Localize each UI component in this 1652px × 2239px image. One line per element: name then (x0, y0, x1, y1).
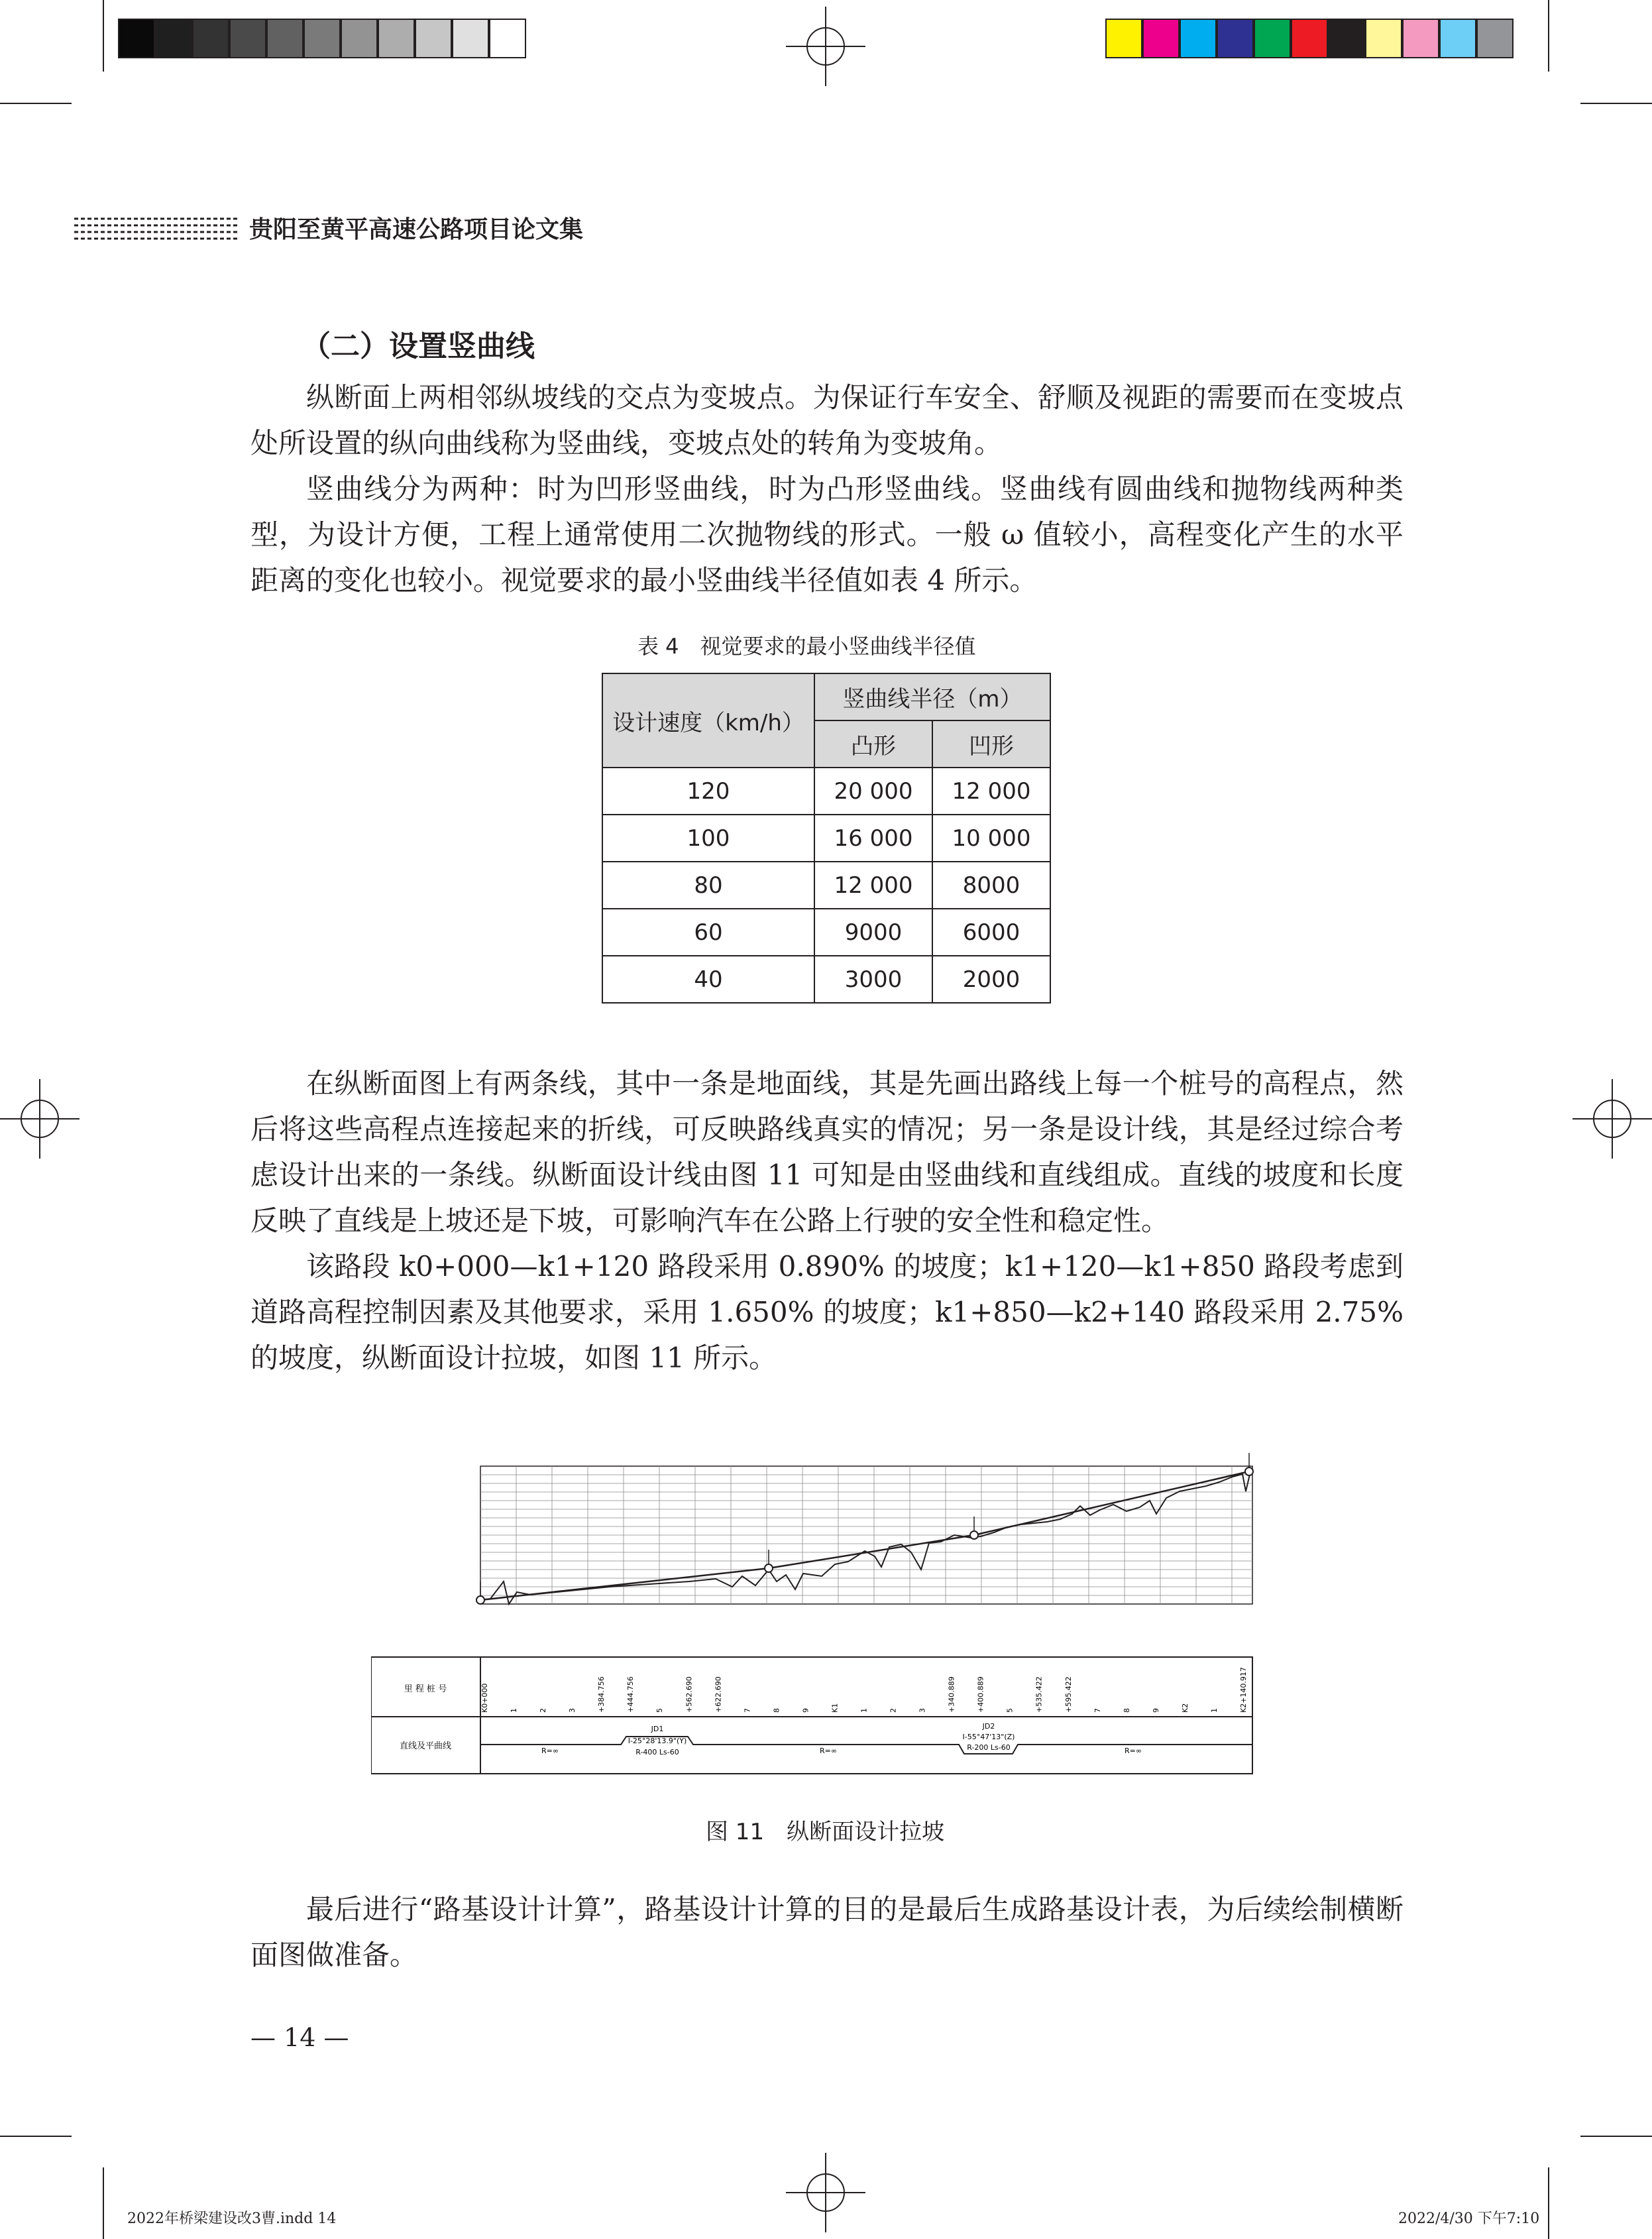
design-line (480, 1471, 1249, 1600)
table-row (602, 815, 1050, 862)
grade-point-markers (476, 1453, 1253, 1604)
table-cell-convex: 20 000 (814, 768, 932, 815)
registration-mark-icon (786, 2153, 865, 2232)
gray-swatch (415, 19, 452, 58)
crop-mark (0, 2136, 72, 2137)
table-cell-concave: 6000 (932, 909, 1050, 956)
station-label: 5 (1005, 1708, 1015, 1713)
station-label: 5 (655, 1708, 665, 1713)
station-label: 3 (918, 1708, 927, 1713)
station-label: 9 (1151, 1708, 1160, 1713)
color-swatch (1439, 19, 1476, 58)
gray-swatch (303, 19, 341, 58)
station-label: K1 (830, 1703, 840, 1713)
station-label: 1 (859, 1708, 869, 1713)
station-label: 1 (510, 1708, 519, 1713)
table-cell-convex: 12 000 (814, 862, 932, 909)
color-swatch (1402, 19, 1439, 58)
station-label: 1 (1209, 1708, 1219, 1713)
registration-mark-icon (1572, 1079, 1652, 1159)
table-cell-concave: 12 000 (932, 768, 1050, 815)
grade-point-marker (476, 1596, 484, 1604)
jd2-radius: R-200 Ls-60 (967, 1743, 1011, 1752)
grade-point-marker (970, 1531, 978, 1539)
profile-grid (480, 1466, 1252, 1604)
table-row (602, 768, 1050, 815)
table-cell-speed: 60 (602, 909, 814, 956)
station-label: K2 (1180, 1703, 1189, 1713)
jd1-angle: I-25°28'13.9"(Y) (628, 1737, 687, 1745)
band-label-stations: 里 程 桩 号 (404, 1684, 447, 1694)
paragraph-2: 竖曲线分为两种：时为凹形竖曲线，时为凸形竖曲线。竖曲线有圆曲线和抛物线两种类型，为设计方便，工程上通常使用二次抛物线的形式。一般 ω 值较小，高程变化产生的水平距离的变化也较小。视觉要求的最小竖曲线半径值如表 4 所示。 (250, 473, 1404, 597)
table-row (602, 862, 1050, 909)
station-label: 2 (539, 1708, 548, 1713)
segment-label: R=∞ (1124, 1747, 1142, 1755)
slug-file-info: 2022年桥梁建设改3曹.indd 14 (127, 2210, 337, 2227)
gray-swatch (378, 19, 415, 58)
station-label: +595.422 (1064, 1676, 1073, 1713)
station-label: +622.690 (714, 1676, 723, 1713)
jd2-name: JD2 (982, 1722, 995, 1731)
section-heading: （二）设置竖曲线 (302, 329, 535, 363)
table-row (602, 909, 1050, 956)
registration-mark-icon (786, 7, 865, 86)
figure-caption: 图 11 纵断面设计拉坡 (706, 1819, 945, 1845)
station-label: 8 (1122, 1708, 1131, 1713)
station-label: K2+140.917 (1239, 1667, 1248, 1713)
table-caption: 表 4 视觉要求的最小竖曲线半径值 (637, 634, 976, 659)
table-cell-convex: 3000 (814, 956, 932, 1003)
gray-swatch (192, 19, 229, 58)
gray-swatch (118, 19, 155, 58)
profile-figure (371, 1445, 1272, 1790)
station-label: 2 (889, 1708, 898, 1713)
station-label: +562.690 (685, 1676, 694, 1713)
table-4 (602, 673, 1051, 1004)
station-label: 7 (743, 1708, 752, 1713)
station-label: +535.422 (1034, 1676, 1044, 1713)
color-swatch (1217, 19, 1254, 58)
grade-point-marker (1245, 1467, 1253, 1475)
table-cell-concave: 10 000 (932, 815, 1050, 862)
gray-swatch (489, 19, 526, 58)
table-cell-speed: 80 (602, 862, 814, 909)
slug-date-info: 2022/4/30 下午7:10 (1398, 2210, 1540, 2227)
jd1-radius: R-400 Ls-60 (635, 1748, 679, 1756)
color-swatch (1328, 19, 1365, 58)
gray-swatch (155, 19, 192, 58)
crop-mark (1580, 2136, 1652, 2137)
table-cell-speed: 40 (602, 956, 814, 1003)
color-swatch (1291, 19, 1328, 58)
station-label: +444.756 (626, 1676, 635, 1713)
table-header-convex: 凸形 (814, 720, 932, 768)
station-label: 7 (1093, 1708, 1102, 1713)
station-label: +400.889 (976, 1676, 985, 1713)
color-swatch (1476, 19, 1514, 58)
gray-swatch (266, 19, 303, 58)
color-swatch (1142, 19, 1180, 58)
registration-mark-icon (0, 1079, 80, 1159)
station-label: 9 (801, 1708, 810, 1713)
page-number: — 14 — (250, 2023, 349, 2052)
ground-line (480, 1469, 1251, 1604)
band-label-curves: 直线及平曲线 (399, 1741, 452, 1751)
table-header-concave: 凹形 (932, 720, 1050, 768)
station-label: +340.889 (947, 1676, 956, 1713)
segment-label: R=∞ (541, 1747, 559, 1755)
color-swatch (1105, 19, 1142, 58)
crop-mark (103, 0, 104, 72)
table-header-radius: 竖曲线半径（m） (814, 673, 1050, 720)
crop-mark (1548, 2167, 1549, 2239)
crop-mark (103, 2167, 104, 2239)
crop-mark (1548, 0, 1549, 72)
table-cell-concave: 8000 (932, 862, 1050, 909)
station-label: 3 (568, 1708, 577, 1713)
table-cell-convex: 9000 (814, 909, 932, 956)
gray-swatch (452, 19, 489, 58)
paragraph-1: 纵断面上两相邻纵坡线的交点为变坡点。为保证行车安全、舒顺及视距的需要而在变坡点处所设置的纵向曲线称为竖曲线，变坡点处的转角为变坡角。 (250, 381, 1404, 459)
paragraph-5: 最后进行“路基设计计算”，路基设计计算的目的是最后生成路基设计表，为后续绘制横断面图做准备。 (250, 1893, 1404, 1971)
gray-swatch (229, 19, 266, 58)
color-swatch (1254, 19, 1291, 58)
station-label: K0+000 (480, 1683, 489, 1713)
table-row (602, 956, 1050, 1003)
header-rule-pattern (74, 216, 240, 243)
table-cell-convex: 16 000 (814, 815, 932, 862)
crop-mark (0, 103, 72, 104)
table-cell-speed: 100 (602, 815, 814, 862)
table-cell-speed: 120 (602, 768, 814, 815)
jd1-name: JD1 (651, 1725, 664, 1733)
paragraph-3: 在纵断面图上有两条线，其中一条是地面线，其是先画出路线上每一个桩号的高程点，然后将这些高程点连接起来的折线，可反映路线真实的情况；另一条是设计线，其是经过综合考虑设计出来的一条线。纵断面设计线由图 11 可知是由竖曲线和直线组成。直线的坡度和长度反映了直线是上坡还是下坡，可影响汽车在公路上行驶的安全性和稳定性。 (250, 1067, 1404, 1237)
band-frame (371, 1657, 1252, 1774)
station-label: +384.756 (597, 1676, 606, 1713)
gray-swatch (341, 19, 378, 58)
station-labels (480, 1667, 1248, 1713)
color-swatch (1180, 19, 1217, 58)
station-label: 8 (772, 1708, 781, 1713)
table-header-speed: 设计速度（km/h） (602, 673, 814, 768)
running-header-title: 贵阳至黄平高速公路项目论文集 (249, 216, 584, 243)
paragraph-4: 该路段 k0+000—k1+120 路段采用 0.890% 的坡度；k1+120—k1+850 路段考虑到道路高程控制因素及其他要求，采用 1.650% 的坡度；k1+850—k2+140 路段采用 2.75% 的坡度，纵断面设计拉坡，如图 11 所示。 (250, 1250, 1404, 1374)
crop-mark (1580, 103, 1652, 104)
table-cell-concave: 2000 (932, 956, 1050, 1003)
segment-label: R=∞ (819, 1747, 838, 1755)
color-swatch (1365, 19, 1402, 58)
jd2-angle: I-55°47'13"(Z) (962, 1733, 1015, 1741)
grade-point-marker (765, 1564, 773, 1572)
